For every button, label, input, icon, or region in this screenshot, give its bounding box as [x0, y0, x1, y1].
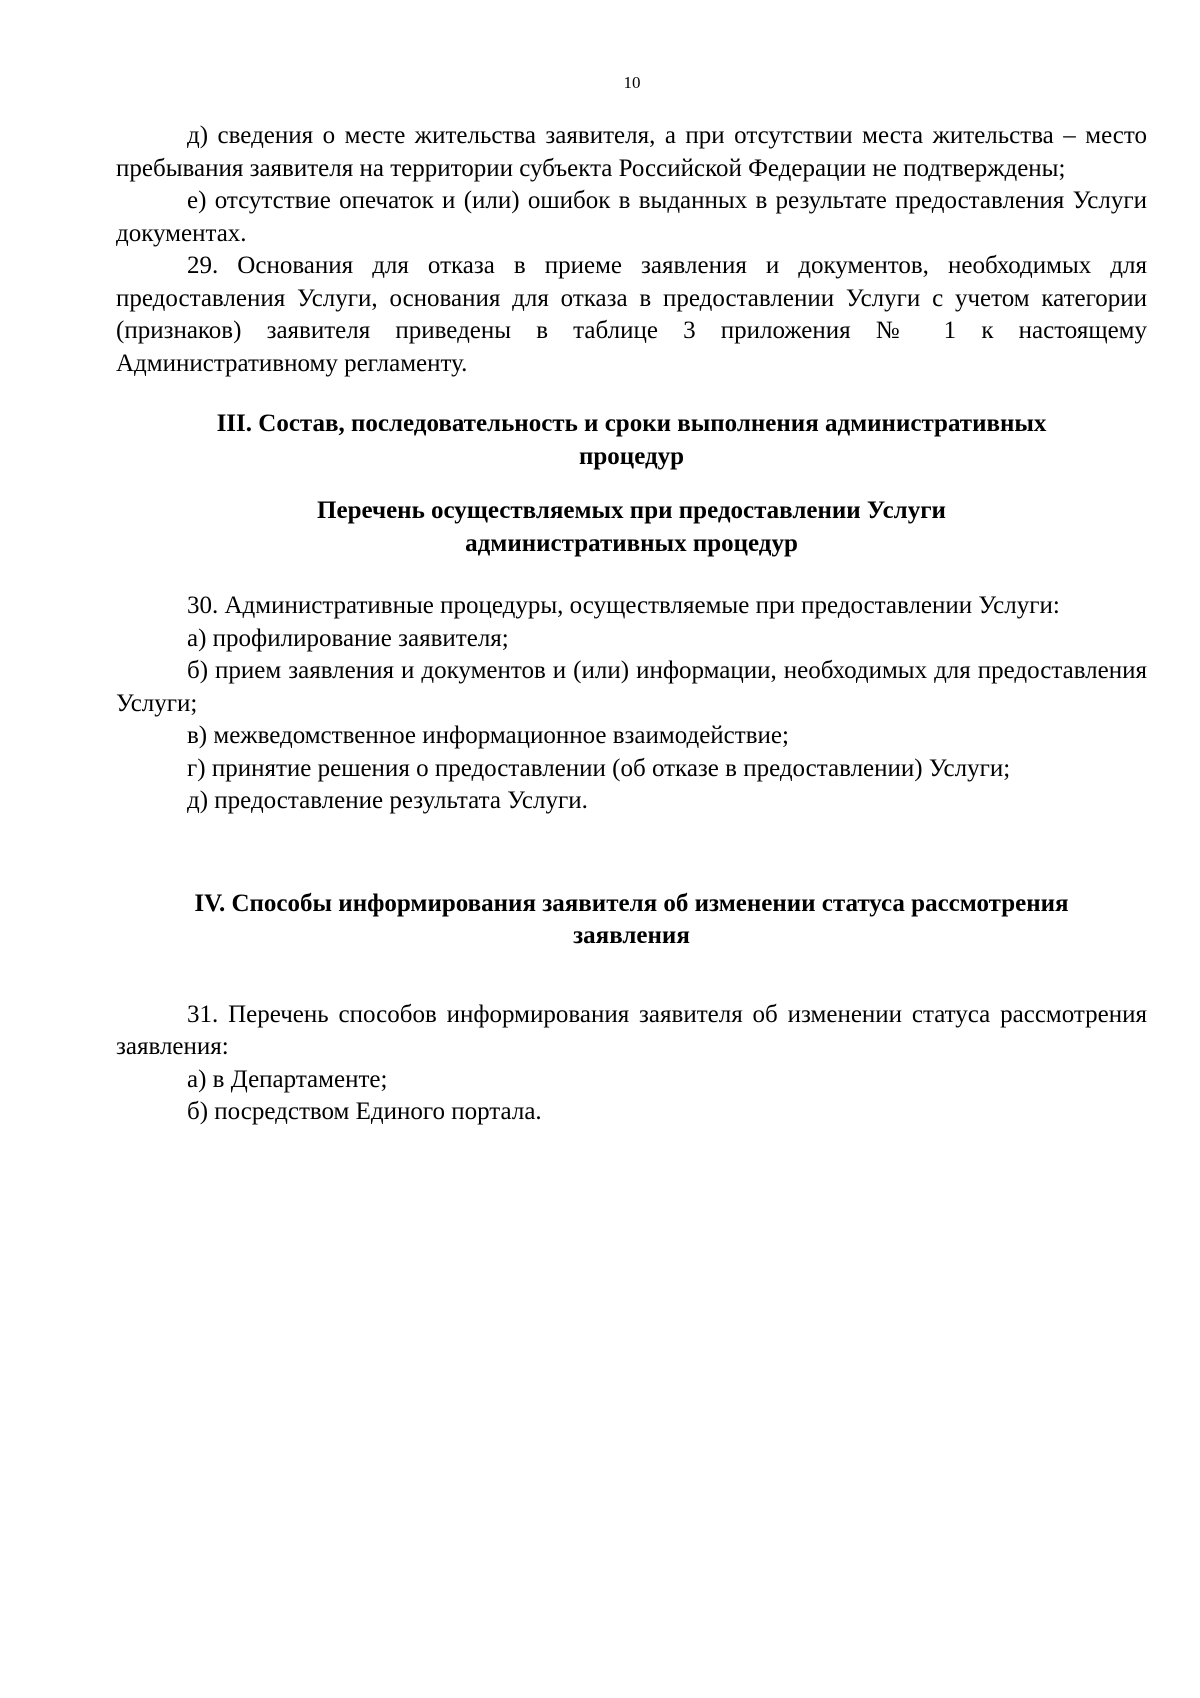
list-item-v-interaction: в) межведомственное информационное взаимодействие;	[187, 722, 789, 749]
section-3-subtitle-line-2: административных процедур	[465, 529, 798, 557]
page-number: 10	[623, 73, 641, 92]
paragraph-e-typos: е) отсутствие опечаток и (или) ошибок в выданных в результате предоставления Услуги документах.	[116, 187, 1147, 247]
paragraph-31-notification-methods: 31. Перечень способов информирования заявителя об изменении статуса рассмотрения заявления:	[116, 1000, 1147, 1060]
section-3-title-line-2: процедур	[578, 442, 685, 470]
list-item-b-portal: б) посредством Единого портала.	[187, 1098, 542, 1125]
paragraph-d-residence: д) сведения о месте жительства заявителя, а при отсутствии места жительства – место пребывания заявителя на территории субъекта Российской Федерации не подтверждены;	[116, 122, 1147, 182]
document-body	[116, 120, 1147, 1129]
list-item-b-reception: б) прием заявления и документов и (или) информации, необходимых для предоставления Услуги;	[116, 657, 1147, 717]
section-4-title-line-1: IV. Способы информирования заявителя об изменении статуса рассмотрения	[194, 889, 1069, 917]
section-3-subtitle-line-1: Перечень осуществляемых при предоставлении Услуги	[317, 497, 946, 524]
section-3-subtitle	[116, 495, 1147, 560]
section-4-title	[116, 888, 1147, 953]
list-item-g-decision: г) принятие решения о предоставлении (об отказе в предоставлении) Услуги;	[187, 754, 1011, 782]
list-item-a-department: а) в Департаменте;	[187, 1065, 388, 1093]
paragraph-29-refusal-grounds: 29. Основания для отказа в приеме заявления и документов, необходимых для предоставления Услуги, основания для отказа в предоставлении Услуги с учетом категории (признаков) заявителя приведены в таблице 3 приложения № 1 к настоящему Административному регламенту.	[116, 252, 1147, 377]
list-item-a-profiling: а) профилирование заявителя;	[187, 624, 509, 652]
list-item-d-result: д) предоставление результата Услуги.	[187, 787, 588, 814]
paragraph-30-procedures: 30. Административные процедуры, осуществляемые при предоставлении Услуги:	[187, 592, 1060, 619]
section-3-title	[116, 408, 1147, 473]
section-3-title-line-1: III. Состав, последовательность и сроки выполнения административных	[216, 410, 1047, 437]
section-4-title-line-2: заявления	[573, 922, 690, 949]
